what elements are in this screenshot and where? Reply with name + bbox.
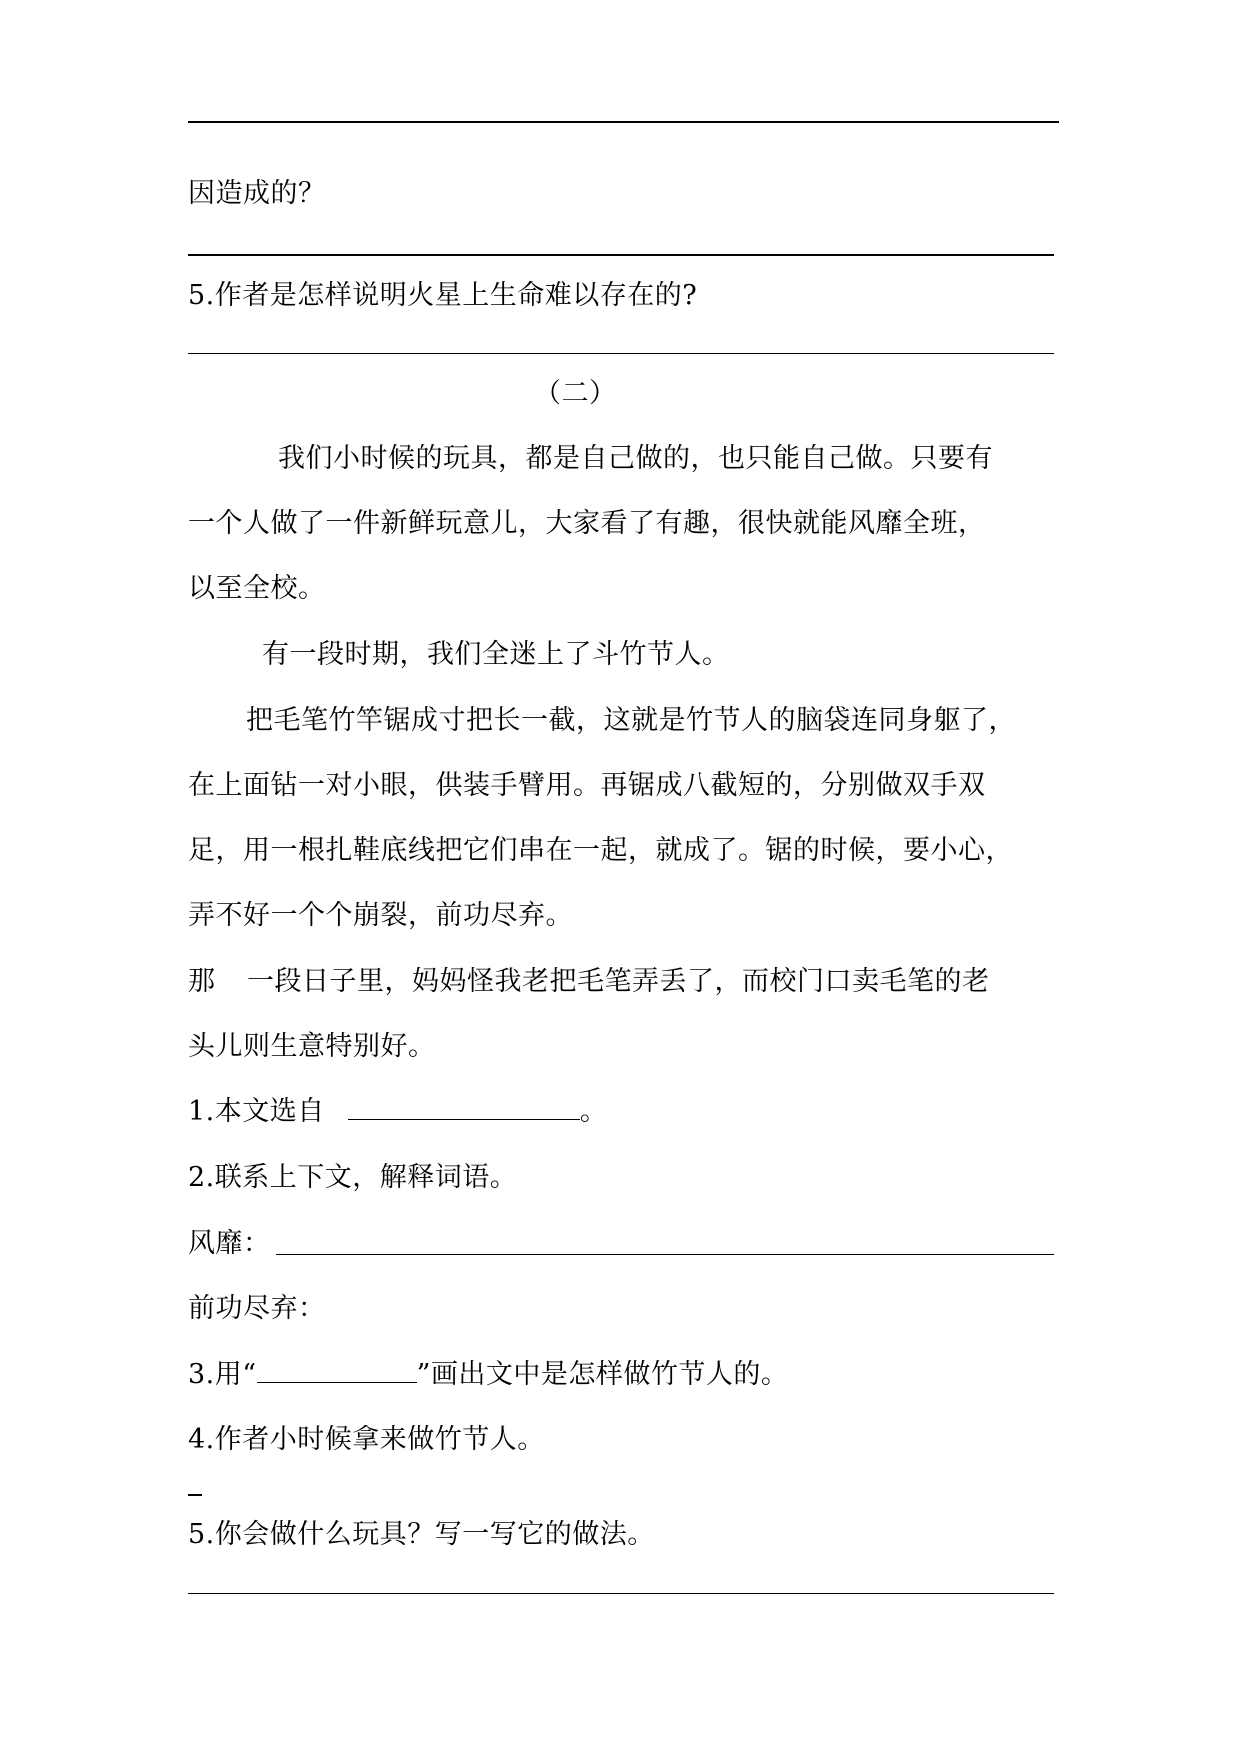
passage-p3-line4: 弄不好一个个崩裂，前功尽弃。 [188,900,573,931]
passage-p1-line2: 一个人做了一件新鲜玩意儿，大家看了有趣，很快就能风靡全班， [188,508,986,539]
answer-line-q4[interactable] [188,254,1054,256]
passage-p2: 有一段时期，我们全迷上了斗竹节人。 [262,639,730,670]
term-qiangongjinqi: 前功尽弃： [188,1293,326,1324]
passage-p3-line3: 足，用一根扎鞋底线把它们串在一起，就成了。锯的时候，要小心， [188,835,1013,866]
question-4-continuation: 因造成的？ [188,178,326,209]
passage-p1-line3: 以至全校。 [188,573,326,604]
passage-p4-line2: 头儿则生意特别好。 [188,1031,436,1062]
question-1-end: 。 [579,1096,608,1127]
answer-line-top[interactable] [188,121,1059,123]
answer-mark-q4[interactable] [188,1494,202,1496]
term-fengmi: 风靡： [188,1228,271,1259]
answer-line-q5[interactable] [188,1593,1054,1594]
question-1-label: 1.本文选自 [188,1096,325,1127]
question-5: 5.你会做什么玩具？写一写它的做法。 [188,1519,655,1550]
passage-p4-line1-start: 那 [188,966,216,997]
answer-blank-q3[interactable] [257,1360,417,1383]
question-2: 2.联系上下文，解释词语。 [188,1162,518,1193]
passage-p3-line1: 把毛笔竹竿锯成寸把长一截，这就是竹节人的脑袋连同身躯了， [246,705,1016,736]
answer-line-q5-part1[interactable] [188,353,1054,354]
answer-blank-q1[interactable] [348,1097,580,1120]
passage-p1-line1: 我们小时候的玩具，都是自己做的，也只能自己做。只要有 [278,443,993,474]
question-3 [188,1357,788,1393]
question-1 [188,1094,607,1130]
question-5-part1: 5.作者是怎样说明火星上生命难以存在的? [188,280,698,311]
question-3-rest: ”画出文中是怎样做竹节人的。 [416,1359,789,1390]
passage-p4-line1: 一段日子里，妈妈怪我老把毛笔弄丢了，而校门口卖毛笔的老 [247,966,990,997]
question-4: 4.作者小时候拿来做竹节人。 [188,1424,545,1455]
answer-line-fengmi[interactable] [276,1254,1054,1255]
passage-p3-line2: 在上面钻一对小眼，供装手臂用。再锯成八截短的，分别做双手双 [188,770,986,801]
question-3-label: 3.用“ [188,1359,257,1390]
section-title-2: （二） [534,378,617,409]
